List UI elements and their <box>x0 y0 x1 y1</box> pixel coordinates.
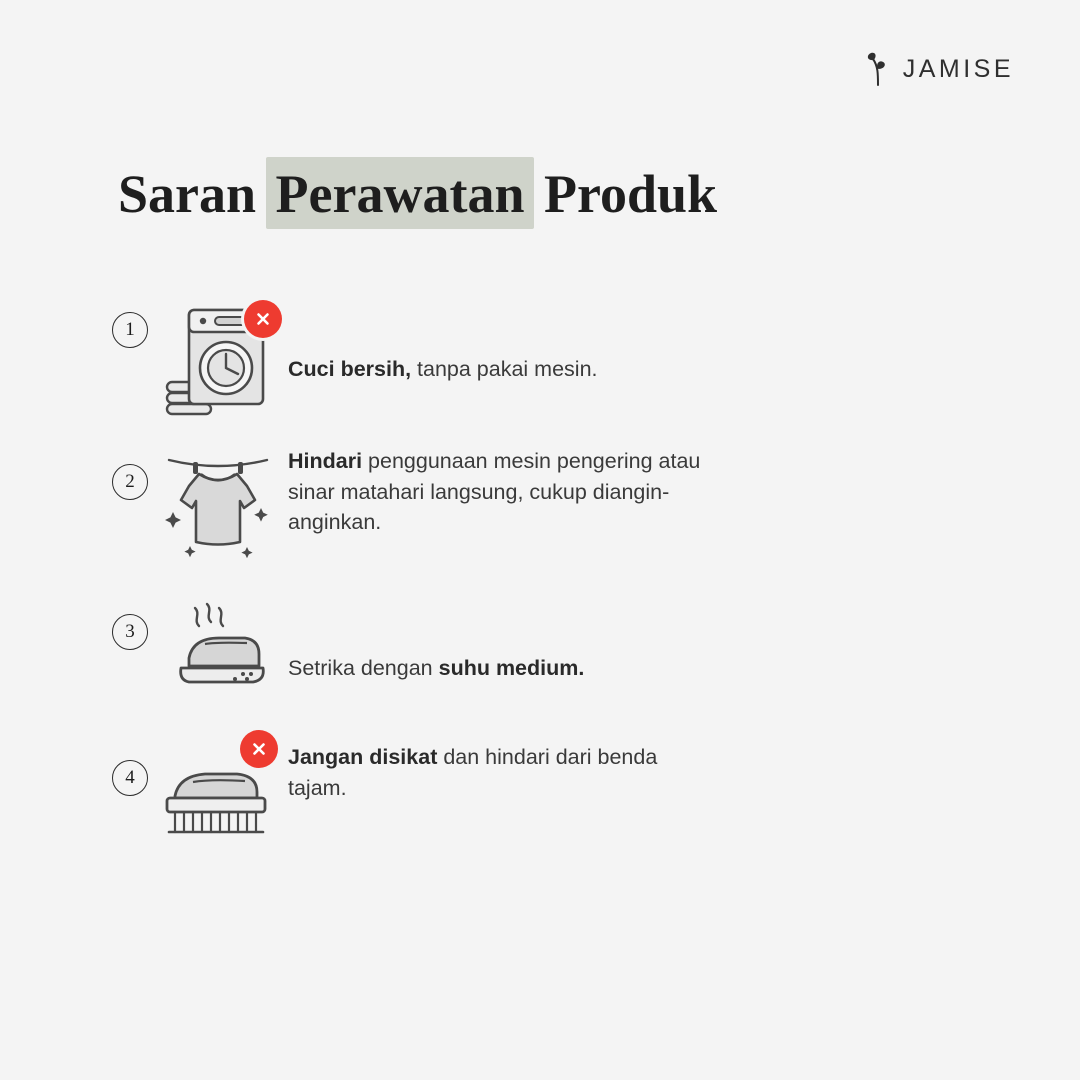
title-highlight: Perawatan <box>270 163 531 225</box>
brand-logo <box>865 52 1014 86</box>
list-item-text-bold: Jangan disikat <box>288 745 438 769</box>
list-item-text <box>288 444 708 538</box>
list-item-text <box>288 651 584 684</box>
list-item-text-rest: dan hindari dari benda tajam. <box>288 745 658 800</box>
list-item <box>112 292 832 444</box>
page-title <box>118 163 717 225</box>
title-part-1: Saran <box>118 164 270 224</box>
list-item-text-lead: Setrika dengan <box>288 655 439 680</box>
list-item-text-bold: Cuci bersih, <box>288 356 412 381</box>
brand-name: JAMISE <box>902 54 1014 83</box>
scrub-brush-icon <box>148 742 288 842</box>
list-item-text-bold: suhu medium. <box>438 655 585 680</box>
step-number: 1 <box>112 312 148 348</box>
list-item-text <box>288 352 598 385</box>
steam-iron-icon <box>148 596 288 704</box>
step-number: 3 <box>112 614 148 650</box>
list-item <box>112 740 832 866</box>
care-instructions-list <box>112 292 832 866</box>
title-part-2: Produk <box>530 164 718 224</box>
hanging-tshirt-icon <box>148 446 288 558</box>
list-item-text <box>288 740 708 803</box>
washing-machine-icon <box>148 296 288 416</box>
step-number: 2 <box>112 464 148 500</box>
red-x-icon <box>240 730 278 768</box>
list-item-text-rest: penggunaan mesin pengering atau sinar matahari langsung, cukup diangin-anginkan. <box>288 449 701 535</box>
red-x-icon <box>244 300 282 338</box>
leaf-sprout-icon <box>865 52 891 86</box>
list-item <box>112 594 832 740</box>
list-item-text-rest: tanpa pakai mesin. <box>411 356 598 381</box>
step-number: 4 <box>112 760 148 796</box>
list-item-text-bold: Hindari <box>288 449 363 473</box>
list-item <box>112 444 832 594</box>
